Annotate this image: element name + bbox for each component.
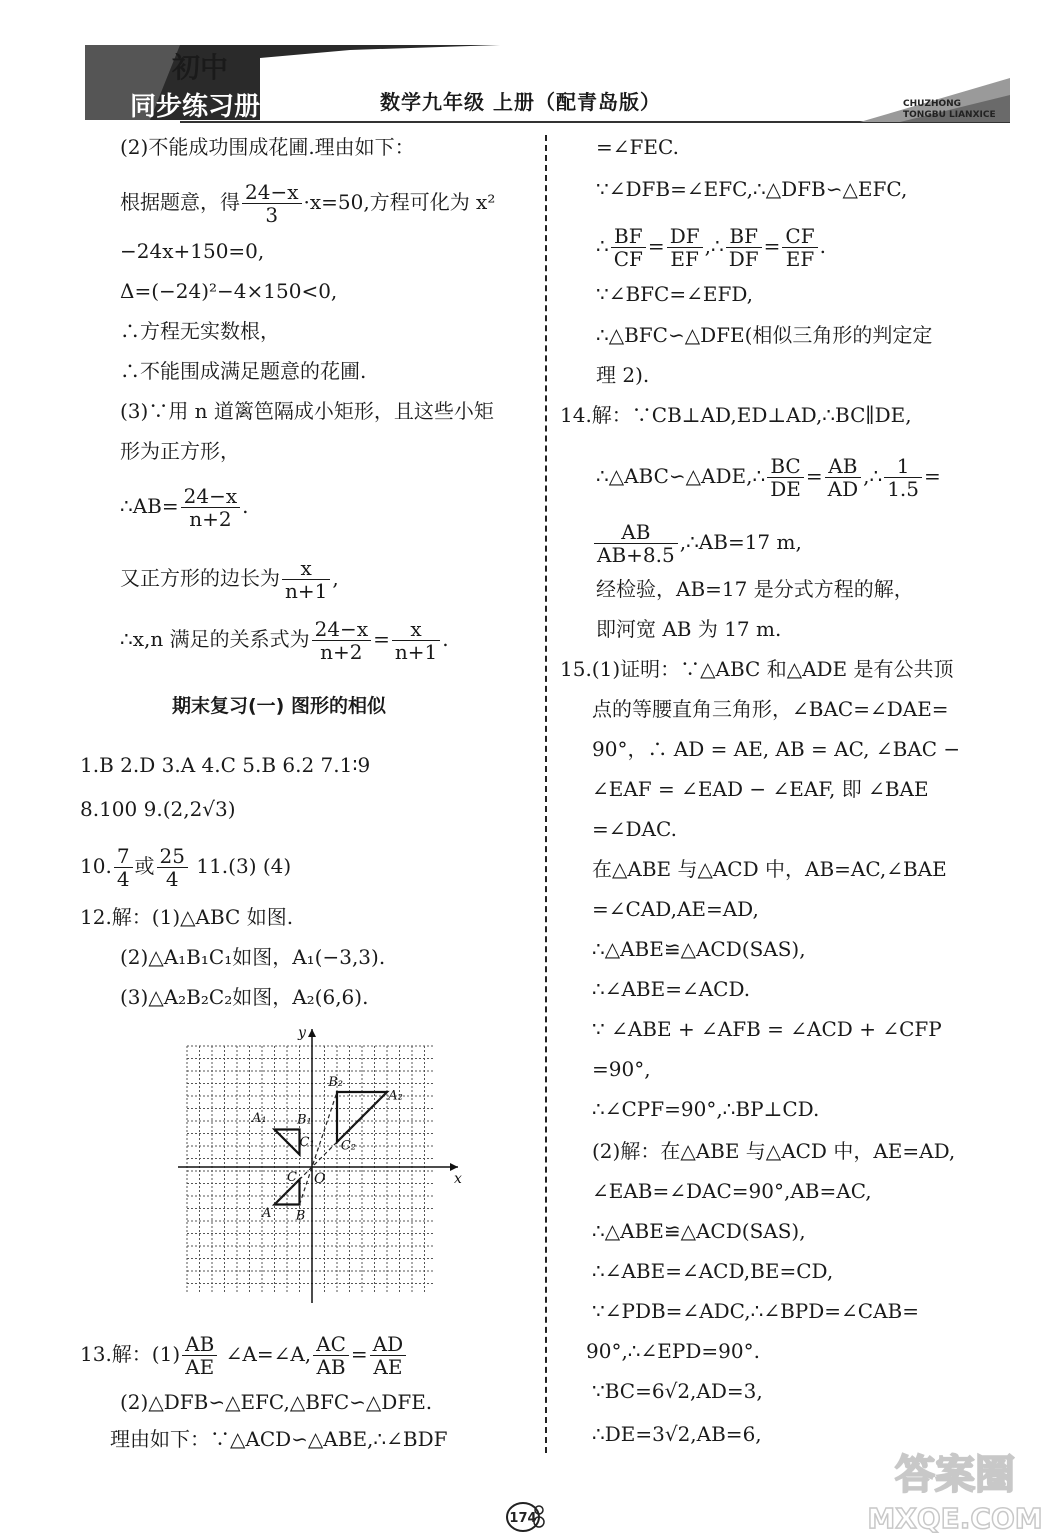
fraction: [370, 1333, 406, 1378]
text-line: ∵BC=6√2,AD=3,: [592, 1379, 763, 1403]
pinyin-line1: CHUZHONG: [903, 99, 962, 109]
text-line: (2)△A₁B₁C₁如图，A₁(−3,3).: [120, 945, 386, 969]
logo-text-line1: 初中: [172, 51, 229, 84]
denominator: 3: [265, 203, 279, 227]
watermark: [865, 1440, 1045, 1535]
text-line: [592, 521, 802, 566]
denominator: n+1: [394, 640, 438, 664]
text-span: ,: [332, 566, 339, 590]
text-span: ,∴: [704, 234, 724, 258]
numerator: 25: [157, 845, 188, 868]
fraction: [611, 225, 646, 270]
text-span: 10.: [80, 854, 112, 878]
text-line: ∵∠DFB=∠EFC,∴△DFB∽△EFC,: [596, 177, 908, 201]
denominator: AB: [316, 1355, 346, 1379]
page-header: [0, 0, 1051, 135]
x-axis-label: x: [454, 1171, 462, 1187]
text-line: ∵∠PDB=∠ADC,∴∠BPD=∠CAB=: [592, 1299, 920, 1323]
text-span: ∠A=∠A,: [219, 1342, 312, 1366]
fraction: [182, 1333, 217, 1378]
fraction: [726, 225, 762, 270]
text-line: ∴DE=3√2,AB=6,: [592, 1422, 762, 1446]
text-line: 经检验，AB=17 是分式方程的解，: [596, 577, 914, 601]
fraction: [667, 225, 703, 270]
text-line: Δ=(−24)²−4×150<0,: [120, 279, 338, 303]
text-line: [596, 225, 826, 270]
watermark-url: MXQE.COM: [867, 1502, 1043, 1535]
text-span: =: [924, 464, 941, 488]
text-span: =: [373, 627, 390, 651]
fraction: [312, 618, 372, 663]
y-axis-arrow: [308, 1029, 316, 1037]
numerator: BF: [726, 225, 762, 248]
point-label: A₁: [252, 1111, 267, 1126]
text-line: =∠FEC.: [596, 135, 679, 159]
text-line: 90°,∴∠EPD=90°.: [586, 1339, 760, 1363]
fraction: [242, 181, 302, 226]
denominator: AB+8.5: [597, 543, 675, 567]
text-span: .: [442, 627, 449, 651]
text-line: ∠EAF = ∠EAD − ∠EAF, 即 ∠BAE: [592, 777, 929, 801]
numerator: 24−x: [312, 618, 372, 641]
text-line: =∠CAD,AE=AD,: [592, 897, 759, 921]
text-line: [120, 618, 449, 663]
text-line: ∵∠BFC=∠EFD,: [596, 282, 754, 306]
text-span: =: [350, 1342, 368, 1366]
text-line: =∠DAC.: [592, 817, 677, 841]
text-span: ,∴: [863, 464, 883, 488]
denominator: n+2: [320, 640, 363, 664]
watermark-text: 答案圈: [895, 1452, 1015, 1498]
point-label: C₁: [299, 1134, 315, 1150]
point-label: C: [287, 1169, 297, 1185]
text-line: 12.解：(1)△ABC 如图.: [80, 905, 294, 929]
text-line: ∴∠ABE=∠ACD,BE=CD,: [592, 1259, 834, 1283]
text-line: ∴方程无实数根，: [120, 319, 280, 343]
text-span: ∴x,n 满足的关系式为: [120, 627, 310, 651]
page-number-badge: [505, 1500, 545, 1534]
text-span: =: [647, 234, 665, 258]
fraction: [181, 485, 241, 530]
text-line: −24x+150=0,: [120, 239, 265, 263]
point-label: B₁: [297, 1112, 312, 1128]
numerator: DF: [667, 225, 703, 248]
text-line: [596, 455, 941, 500]
fraction: [313, 1333, 349, 1378]
page-number-ornament: [505, 1500, 545, 1534]
text-line: ∴不能围成满足题意的花圃.: [120, 359, 367, 383]
text-line: 理 2).: [596, 363, 650, 387]
logo-text-line2: 同步练习册: [130, 92, 261, 122]
text-span: 根据题意，得: [120, 190, 240, 214]
denominator: DE: [770, 477, 801, 501]
point-label: A: [262, 1206, 272, 1221]
text-line: =90°,: [592, 1057, 651, 1081]
text-span: ∴: [596, 234, 609, 258]
denominator: 1.5: [887, 477, 920, 501]
denominator: AE: [373, 1355, 403, 1379]
coordinate-grid-figure: [170, 1025, 470, 1310]
text-line: (3)∵用 n 道篱笆隔成小矩形，且这些小矩: [120, 399, 494, 423]
text-span: =: [763, 234, 781, 258]
text-line: 90°，∴ AD = AE, AB = AC, ∠BAC −: [592, 737, 961, 761]
numerator: AB: [594, 521, 678, 544]
text-line: ∴△BFC∽△DFE(相似三角形的判定定: [596, 323, 933, 347]
section-title: 期末复习(一) 图形的相似: [172, 695, 386, 717]
denominator: 4: [165, 867, 179, 891]
text-span: ,∴AB=17 m,: [679, 530, 802, 554]
numerator: AB: [825, 455, 861, 478]
grid-svg: [170, 1025, 470, 1310]
answer-line: [80, 845, 291, 890]
denominator: 4: [116, 867, 130, 891]
denominator: CF: [613, 247, 643, 271]
origin-label: O: [314, 1171, 326, 1187]
text-line: ∵ ∠ABE + ∠AFB = ∠ACD + ∠CFP: [592, 1017, 942, 1041]
text-span: 又正方形的边长为: [120, 566, 280, 590]
numerator: CF: [782, 225, 817, 248]
text-line: 在△ABE 与△ACD 中，AB=AC,∠BAE: [592, 857, 947, 881]
text-line: 14.解：∵CB⊥AD,ED⊥AD,∴BC∥DE,: [560, 403, 912, 427]
point-label: A₂: [388, 1088, 403, 1104]
text-line: 理由如下：∵△ACD∽△ABE,∴∠BDF: [110, 1427, 448, 1451]
numerator: BF: [611, 225, 646, 248]
numerator: 24−x: [242, 181, 302, 204]
x-axis-arrow: [450, 1163, 458, 1171]
numerator: x: [392, 618, 440, 641]
denominator: AE: [185, 1355, 215, 1379]
denominator: AD: [827, 477, 859, 501]
fraction: [282, 557, 330, 602]
text-span: .: [819, 234, 826, 258]
watermark-logo: [865, 1440, 1045, 1535]
denominator: n+2: [189, 507, 232, 531]
numerator: 7: [114, 845, 133, 868]
numerator: AD: [370, 1333, 406, 1356]
numerator: BC: [767, 455, 804, 478]
text-line: (2)不能成功围成花圃.理由如下：: [120, 135, 415, 159]
text-line: 15.(1)证明：∵△ABC 和△ADE 是有公共顶: [560, 657, 954, 681]
fraction: [767, 455, 804, 500]
numerator: 24−x: [181, 485, 241, 508]
point-label: B₂: [328, 1074, 344, 1090]
text-line: (3)△A₂B₂C₂如图，A₂(6,6).: [120, 985, 369, 1009]
text-span: ∴△ABC∽△ADE,∴: [596, 464, 766, 488]
fraction: [114, 845, 133, 890]
numerator: AC: [313, 1333, 349, 1356]
page-number: 174: [509, 1511, 537, 1526]
text-span: ·x=50,方程可化为 x²: [303, 190, 496, 214]
denominator: EF: [785, 247, 815, 271]
y-axis-label: y: [298, 1025, 306, 1041]
text-line: (2)△DFB∽△EFC,△BFC∽△DFE.: [120, 1390, 433, 1414]
text-line: 即河宽 AB 为 17 m.: [596, 617, 782, 641]
text-span: 13.解：(1): [80, 1342, 181, 1366]
book-title: 数学九年级 上册（配青岛版）: [380, 90, 661, 114]
text-span: ∴AB=: [120, 494, 179, 518]
text-span: =: [805, 464, 823, 488]
point-label: C₂: [340, 1138, 356, 1154]
fraction: [782, 225, 817, 270]
text-line: ∴∠ABE=∠ACD.: [592, 977, 751, 1001]
fraction: [157, 845, 188, 890]
answer-line: 1.B 2.D 3.A 4.C 5.B 6.2 7.1∶9: [80, 753, 371, 777]
column-divider: [545, 135, 547, 1453]
text-line: 形为正方形，: [120, 439, 240, 463]
text-line: [120, 557, 339, 602]
numerator: AB: [182, 1333, 217, 1356]
text-line: ∠EAB=∠DAC=90°,AB=AC,: [592, 1179, 872, 1203]
text-line: [120, 485, 248, 530]
denominator: n+1: [285, 579, 328, 603]
text-line: ∴△ABE≌△ACD(SAS),: [592, 1219, 806, 1243]
denominator: DF: [728, 247, 759, 271]
answer-line: 8.100 9.(2,2√3): [80, 797, 236, 821]
text-span: 11.(3) (4): [190, 854, 292, 878]
point-label: B: [295, 1208, 306, 1224]
text-span: .: [242, 494, 249, 518]
denominator: EF: [670, 247, 699, 271]
text-line: [80, 1333, 408, 1378]
numerator: 1: [884, 455, 922, 478]
fraction: [392, 618, 440, 663]
fraction: [884, 455, 922, 500]
numerator: x: [282, 557, 330, 580]
text-line: [120, 181, 495, 226]
pinyin-caption: [903, 99, 996, 121]
text-line: (2)解：在△ABE 与△ACD 中，AE=AD,: [592, 1139, 956, 1163]
fraction: [594, 521, 678, 566]
text-span: 或: [134, 854, 155, 878]
text-line: ∴△ABE≌△ACD(SAS),: [592, 937, 806, 961]
text-line: 点的等腰直角三角形，∠BAC=∠DAE=: [592, 697, 949, 721]
pinyin-line2: TONGBU LIANXICE: [903, 110, 996, 120]
text-line: ∴∠CPF=90°,∴BP⊥CD.: [592, 1097, 820, 1121]
fraction: [825, 455, 861, 500]
